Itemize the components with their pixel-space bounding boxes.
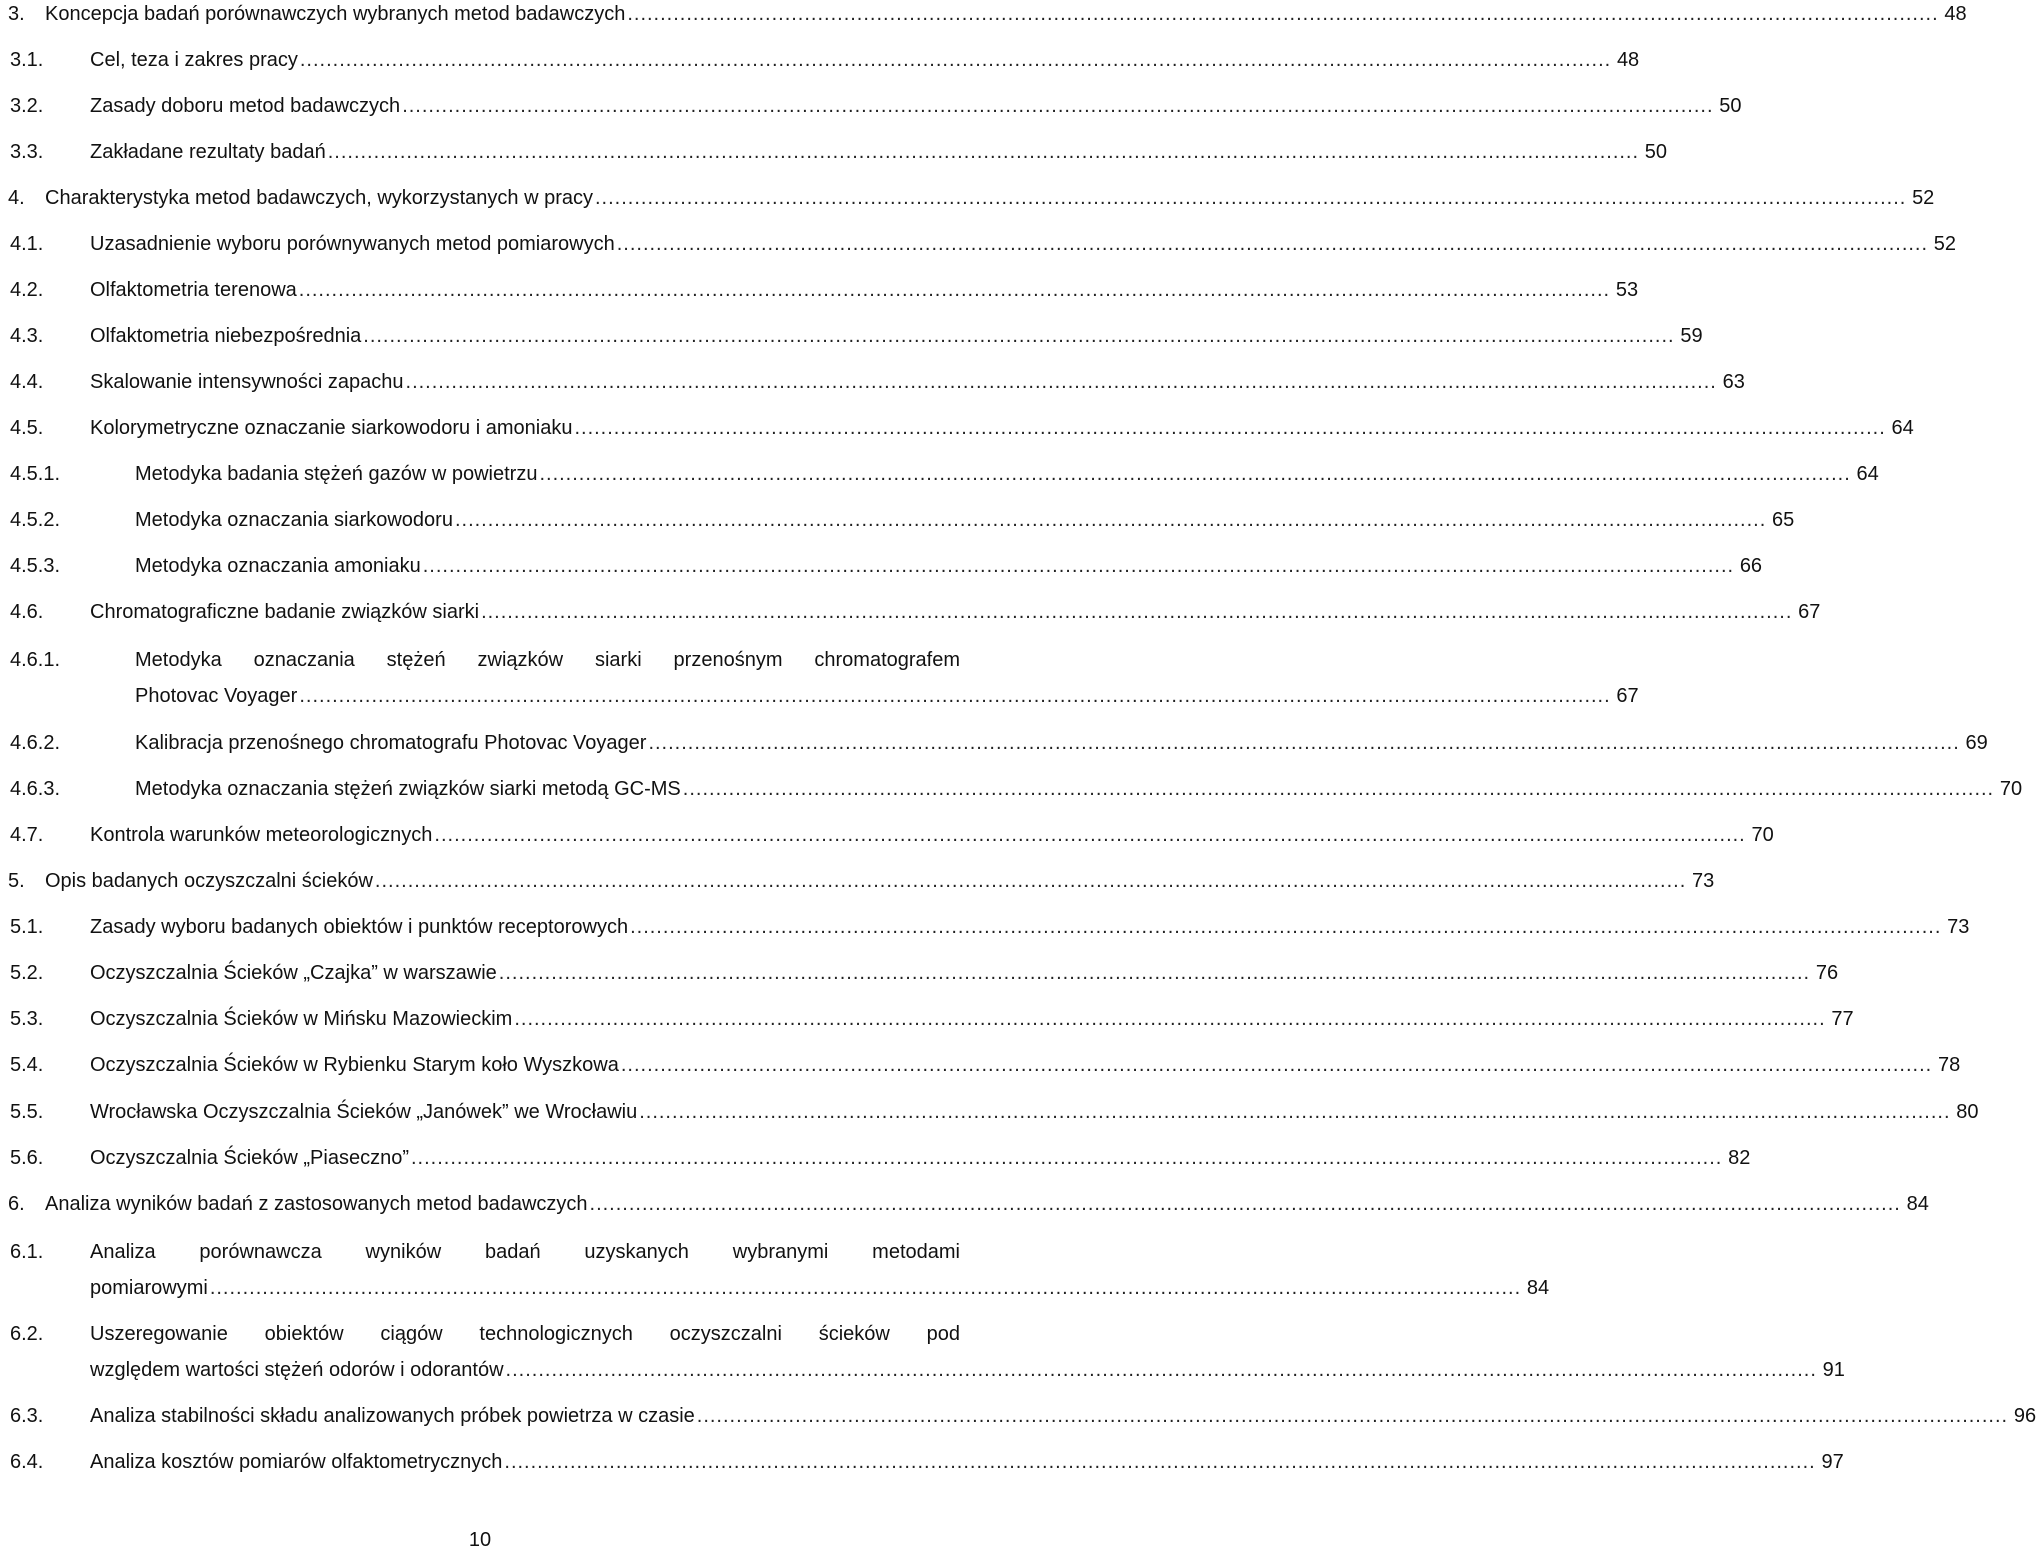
toc-entry-number: 5. xyxy=(8,870,25,892)
toc-entry-title: pomiarowymi xyxy=(90,1277,208,1299)
toc-entry-number: 3.2. xyxy=(10,95,44,117)
dot-leader: ........................................................................................................................................................................................................ xyxy=(682,778,1995,800)
toc-entry-title: Kontrola warunków meteorologicznych xyxy=(90,824,433,846)
toc-entry-title-line: Uszeregowanie obiektów ciągów technologicznych oczyszczalni ścieków pod xyxy=(90,1323,960,1345)
toc-entry-title: Oczyszczalnia Ścieków w Mińsku Mazowieckim xyxy=(90,1008,513,1030)
toc-entry-number: 4.2. xyxy=(10,279,44,301)
toc-entry-number: 5.6. xyxy=(10,1147,44,1169)
toc-entry-number: 4.1. xyxy=(10,233,44,255)
toc-entry-title: Analiza wyników badań z zastosowanych metod badawczych xyxy=(45,1193,588,1215)
toc-entry-title: Kolorymetryczne oznaczanie siarkowodoru i amoniaku xyxy=(90,417,573,439)
toc-entry-title-line: Analiza porównawcza wyników badań uzyskanych wybranymi metodami xyxy=(90,1241,960,1263)
toc-entry-number: 4.5.2. xyxy=(10,509,61,531)
toc-entry-page: 78 xyxy=(1937,1054,1961,1076)
toc-entry-number: 4.4. xyxy=(10,371,44,393)
toc-entry-page: 48 xyxy=(1944,3,1967,25)
toc-entry-number: 4.5.3. xyxy=(10,555,61,577)
toc-entry-title: Olfaktometria terenowa xyxy=(90,279,297,301)
toc-entry-title: Olfaktometria niebezpośrednia xyxy=(90,325,362,347)
dot-leader: ........................................................................................................................................................................................................ xyxy=(498,962,1811,984)
toc-entry-number: 4.6.3. xyxy=(10,778,61,800)
toc-entry-page: 82 xyxy=(1728,1147,1751,1169)
dot-leader: ........................................................................................................................................................................................................ xyxy=(298,279,1611,301)
toc-entry-page: 73 xyxy=(1947,916,1970,938)
toc-entry-page: 69 xyxy=(1965,732,1988,754)
toc-entry-number: 4.6. xyxy=(10,601,44,623)
dot-leader: ........................................................................................................................................................................................................ xyxy=(422,555,1735,577)
dot-leader: ........................................................................................................................................................................................................ xyxy=(574,417,1886,439)
toc-entry-title: Skalowanie intensywności zapachu xyxy=(90,371,404,393)
dot-leader: ........................................................................................................................................................................................................ xyxy=(454,509,1767,531)
dot-leader: ........................................................................................................................................................................................................ xyxy=(299,49,1612,71)
toc-entry-page: 48 xyxy=(1616,49,1640,71)
toc-entry-number: 4.5.1. xyxy=(10,463,61,485)
toc-entry-page: 53 xyxy=(1615,279,1639,301)
dot-leader: ........................................................................................................................................................................................................ xyxy=(620,1054,1933,1076)
dot-leader: ........................................................................................................................................................................................................ xyxy=(696,1405,2009,1427)
toc-entry-number: 3.1. xyxy=(10,49,44,71)
toc-entry-page: 97 xyxy=(1821,1451,1844,1473)
toc-entry-title: Zasady wyboru badanych obiektów i punktów receptorowych xyxy=(90,916,629,938)
toc-entry-page: 63 xyxy=(1722,371,1745,393)
toc-entry-title-line: Metodyka oznaczania stężeń związków siarki przenośnym chromatografem xyxy=(135,649,960,671)
toc-entry-number: 6.3. xyxy=(10,1405,44,1427)
dot-leader: ........................................................................................................................................................................................................ xyxy=(504,1451,1816,1473)
toc-entry-page: 91 xyxy=(1822,1359,1845,1381)
toc-entry-number: 4.3. xyxy=(10,325,44,347)
toc-entry-number: 5.5. xyxy=(10,1101,44,1123)
toc-entry-title: Oczyszczalnia Ścieków „Czajka” w warszawie xyxy=(90,962,497,984)
dot-leader: ........................................................................................................................................................................................................ xyxy=(363,325,1675,347)
toc-entry-page: 77 xyxy=(1831,1008,1854,1030)
dot-leader: ........................................................................................................................................................................................................ xyxy=(327,141,1640,163)
toc-entry-number: 4. xyxy=(8,187,25,209)
toc-entry-title: Zasady doboru metod badawczych xyxy=(90,95,401,117)
toc-entry-page: 64 xyxy=(1856,463,1879,485)
dot-leader: ........................................................................................................................................................................................................ xyxy=(648,732,1960,754)
dot-leader: ........................................................................................................................................................................................................ xyxy=(374,870,1687,892)
toc-entry-title: Photovac Voyager xyxy=(135,685,298,707)
dot-leader: ........................................................................................................................................................................................................ xyxy=(411,1147,1723,1169)
toc-entry-page: 66 xyxy=(1739,555,1763,577)
toc-entry-number: 3. xyxy=(8,3,25,25)
dot-leader: ........................................................................................................................................................................................................ xyxy=(299,685,1611,707)
toc-entry-page: 65 xyxy=(1772,509,1795,531)
toc-entry-title: Oczyszczalnia Ścieków „Piaseczno” xyxy=(90,1147,409,1169)
dot-leader: ........................................................................................................................................................................................................ xyxy=(481,601,1793,623)
toc-entry-title: Oczyszczalnia Ścieków w Rybienku Starym koło Wyszkowa xyxy=(90,1054,619,1076)
dot-leader: ........................................................................................................................................................................................................ xyxy=(209,1277,1522,1299)
toc-entry-page: 84 xyxy=(1526,1277,1550,1299)
toc-entry-title: Kalibracja przenośnego chromatografu Photovac Voyager xyxy=(135,732,647,754)
toc-entry-number: 5.4. xyxy=(10,1054,44,1076)
toc-entry-number: 6.4. xyxy=(10,1451,44,1473)
toc-entry-title: Metodyka oznaczania stężeń związków siarki metodą GC-MS xyxy=(135,778,681,800)
toc-entry-page: 70 xyxy=(1751,824,1774,846)
toc-entry-title: Cel, teza i zakres pracy xyxy=(90,49,298,71)
toc-entry-title: Wrocławska Oczyszczalnia Ścieków „Janówek” we Wrocławiu xyxy=(90,1101,638,1123)
toc-entry-number: 4.7. xyxy=(10,824,44,846)
dot-leader: ........................................................................................................................................................................................................ xyxy=(505,1359,1817,1381)
dot-leader: ........................................................................................................................................................................................................ xyxy=(630,916,1942,938)
toc-entry-number: 6. xyxy=(8,1193,25,1215)
toc-entry-title: Koncepcja badań porównawczych wybranych metod badawczych xyxy=(45,3,626,25)
toc-entry-page: 64 xyxy=(1891,417,1914,439)
toc-entry-page: 73 xyxy=(1692,870,1715,892)
toc-entry-number: 5.1. xyxy=(10,916,44,938)
toc-entry-title: Opis badanych oczyszczalni ścieków xyxy=(45,870,373,892)
toc-entry-title: Analiza stabilności składu analizowanych próbek powietrza w czasie xyxy=(90,1405,695,1427)
toc-entry-title: Metodyka oznaczania siarkowodoru xyxy=(135,509,453,531)
dot-leader: ........................................................................................................................................................................................................ xyxy=(405,371,1717,393)
toc-entry-number: 4.5. xyxy=(10,417,44,439)
toc-entry-page: 59 xyxy=(1680,325,1703,347)
toc-entry-title: względem wartości stężeń odorów i odorantów xyxy=(90,1359,504,1381)
toc-entry-title: Metodyka oznaczania amoniaku xyxy=(135,555,421,577)
toc-entry-number: 6.2. xyxy=(10,1323,44,1345)
toc-entry-title: Metodyka badania stężeń gazów w powietrzu xyxy=(135,463,538,485)
toc-entry-page: 76 xyxy=(1815,962,1839,984)
dot-leader: ........................................................................................................................................................................................................ xyxy=(616,233,1929,255)
toc-entry-page: 96 xyxy=(2013,1405,2036,1427)
toc-entry-number: 5.3. xyxy=(10,1008,44,1030)
toc-entry-page: 52 xyxy=(1912,187,1935,209)
toc-entry-title: Chromatograficzne badanie związków siarki xyxy=(90,601,480,623)
toc-entry-number: 4.6.2. xyxy=(10,732,61,754)
toc-entry-title: Charakterystyka metod badawczych, wykorzystanych w pracy xyxy=(45,187,593,209)
toc-entry-number: 5.2. xyxy=(10,962,44,984)
toc-entry-title: Analiza kosztów pomiarów olfaktometrycznych xyxy=(90,1451,503,1473)
dot-leader: ........................................................................................................................................................................................................ xyxy=(589,1193,1901,1215)
toc-entry-page: 50 xyxy=(1644,141,1668,163)
toc-entry-title: Uzasadnienie wyboru porównywanych metod pomiarowych xyxy=(90,233,615,255)
toc-entry-page: 50 xyxy=(1719,95,1742,117)
toc-entry-number: 3.3. xyxy=(10,141,44,163)
toc-entry-page: 52 xyxy=(1933,233,1957,255)
dot-leader: ........................................................................................................................................................................................................ xyxy=(434,824,1746,846)
toc-entry-number: 6.1. xyxy=(10,1241,44,1263)
dot-leader: ........................................................................................................................................................................................................ xyxy=(639,1101,1951,1123)
dot-leader: ........................................................................................................................................................................................................ xyxy=(514,1008,1826,1030)
toc-entry-title: Zakładane rezultaty badań xyxy=(90,141,326,163)
toc-entry-page: 67 xyxy=(1616,685,1639,707)
toc-entry-page: 84 xyxy=(1906,1193,1929,1215)
toc-entry-page: 67 xyxy=(1798,601,1821,623)
dot-leader: ........................................................................................................................................................................................................ xyxy=(402,95,1714,117)
dot-leader: ........................................................................................................................................................................................................ xyxy=(627,3,1939,25)
toc-entry-page: 70 xyxy=(1999,778,2023,800)
dot-leader: ........................................................................................................................................................................................................ xyxy=(539,463,1851,485)
dot-leader: ........................................................................................................................................................................................................ xyxy=(594,187,1907,209)
toc-entry-page: 80 xyxy=(1956,1101,1979,1123)
page-number: 10 xyxy=(468,1529,492,1551)
toc-entry-number: 4.6.1. xyxy=(10,649,61,671)
